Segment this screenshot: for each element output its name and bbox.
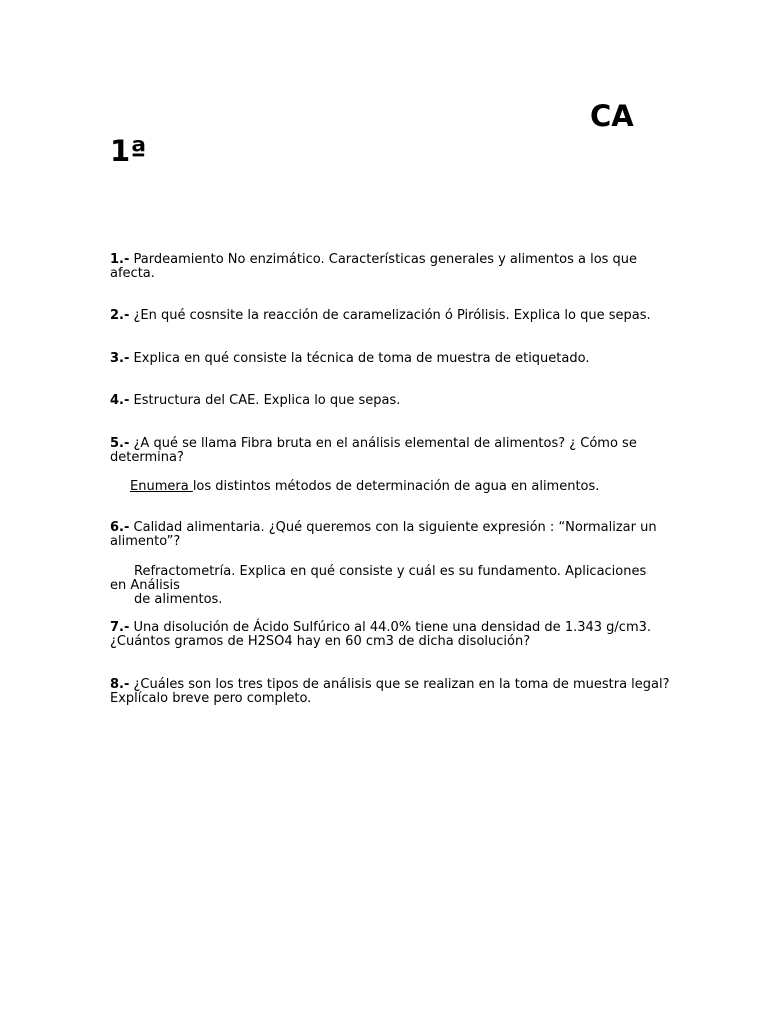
enumera-line [130,480,599,494]
refractometria-line-3: de alimentos. [134,592,223,607]
question-text: Una disolución de Ácido Sulfúrico al 44.0% tiene una densidad de 1.343 g/cm3. ¿Cuántos gramos de H2SO4 hay en 60 cm3 de dicha disolución? [110,620,652,649]
question-text: Estructura del CAE. Explica lo que sepas. [133,393,401,408]
question-text: Explica en qué consiste la técnica de toma de muestra de etiquetado. [133,351,590,366]
question-5 [110,437,670,465]
question-7 [110,621,670,649]
enumera-word: Enumera [130,479,193,494]
refractometria-line-2: en Análisis [110,578,180,593]
course-heading: CA [590,99,634,133]
enumera-rest: los distintos métodos de determinación de agua en alimentos. [192,479,600,494]
question-text: ¿En qué cosnsite la reacción de caramelización ó Pirólisis. Explica lo que sepas. [133,308,651,323]
question-number: 5.- [110,436,130,451]
question-number: 8.- [110,677,130,692]
question-number: 7.- [110,620,130,635]
question-4 [110,394,670,408]
question-number: 6.- [110,520,130,535]
question-number: 2.- [110,308,130,323]
question-1 [110,253,670,281]
question-text: Pardeamiento No enzimático. Características generales y alimentos a los que afecta. [110,252,638,281]
question-8 [110,678,670,706]
question-number: 4.- [110,393,130,408]
question-number: 3.- [110,351,130,366]
question-text: Calidad alimentaria. ¿Qué queremos con la siguiente expresión : “Normalizar un alimento”? [110,520,657,549]
question-6 [110,521,670,549]
question-text: ¿A qué se llama Fibra bruta en el análisis elemental de alimentos? ¿ Cómo se determina? [110,436,637,465]
refractometria-line-1: Refractometría. Explica en qué consiste y cuál es su fundamento. Aplicaciones [134,564,647,579]
term-heading: 1ª [110,134,147,168]
question-2 [110,309,670,323]
question-3 [110,352,670,366]
question-text: ¿Cuáles son los tres tipos de análisis que se realizan en la toma de muestra legal? Explícalo breve pero completo. [110,677,670,706]
question-number: 1.- [110,252,130,267]
